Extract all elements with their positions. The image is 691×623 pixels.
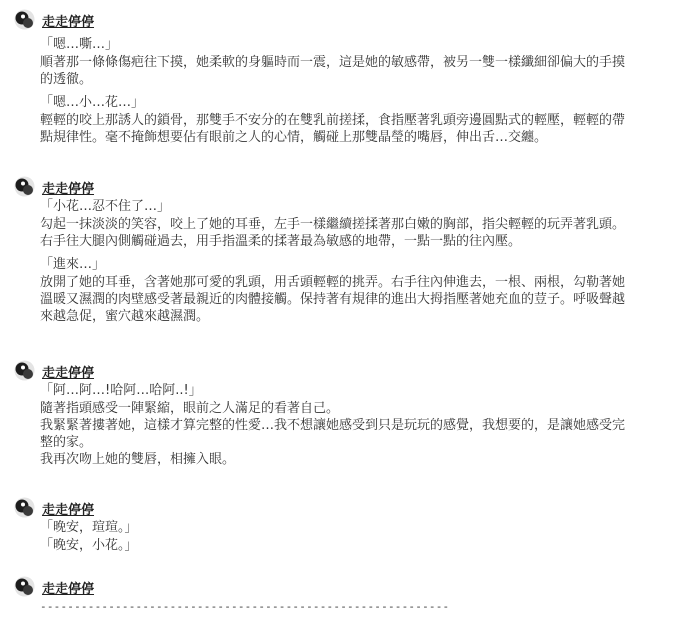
text-line: 「嗯…小…花…」	[40, 95, 145, 110]
text-line: 的透徹。	[40, 72, 93, 87]
text-line: 「嗯…嘶…」	[40, 37, 119, 52]
text-line: 順著那一條條傷疤往下摸，她柔軟的身軀時而一震，這是她的敏感帶，被另一雙一樣纖細卻偏大的手摸	[40, 55, 626, 70]
post	[0, 9, 691, 159]
post-body	[40, 382, 672, 474]
post	[0, 497, 691, 562]
text-line: 勾起一抹淡淡的笑容，咬上了她的耳垂，左手一樣繼續搓揉著那白嫩的胸部，指尖輕輕的玩弄著乳頭。	[40, 217, 626, 232]
author-link[interactable]: 走走停停	[42, 15, 95, 30]
text-line: 溫暖又濕潤的肉壁感受著最親近的肉體接觸。保持著有規律的進出大拇指壓著她充血的荳子。呼吸聲越	[40, 292, 626, 307]
post-body	[40, 598, 672, 615]
text-line: 「晚安，小花。」	[40, 538, 138, 553]
text-line: 點規律性。毫不掩飾想要佔有眼前之人的心情，觸碰上那雙晶瑩的嘴唇，伸出舌…交纏。	[40, 130, 548, 145]
text-line: 右手往大腿內側觸碰過去，用手指溫柔的揉著最為敏感的地帶，一點一點的往內壓。	[40, 234, 522, 249]
text-line: 隨著指頭感受一陣緊縮，眼前之人滿足的看著自己。	[40, 401, 340, 416]
user-avatar-icon[interactable]	[14, 176, 35, 197]
paragraph	[40, 94, 672, 146]
paragraph	[40, 256, 672, 325]
paragraph	[40, 36, 672, 88]
post	[0, 576, 691, 621]
user-avatar-icon[interactable]	[14, 9, 35, 30]
author-link[interactable]: 走走停停	[42, 366, 95, 381]
author-link[interactable]: 走走停停	[42, 582, 95, 597]
text-line: 「小花…忍不住了…」	[40, 199, 171, 214]
user-avatar-icon[interactable]	[14, 576, 35, 597]
text-line: 來越急促，蜜穴越來越濕潤。	[40, 309, 210, 324]
user-avatar-icon[interactable]	[14, 360, 35, 381]
paragraph	[40, 198, 672, 250]
post-body	[40, 198, 672, 331]
paragraph	[40, 382, 672, 468]
text-line: 我緊緊著摟著她，這樣才算完整的性愛…我不想讓她感受到只是玩玩的感覺，我想要的，是讓她感受完	[40, 418, 626, 433]
text-line: 放開了她的耳垂，含著她那可愛的乳頭，用舌頭輕輕的挑弄。右手往內伸進去，一根、兩根，勾勒著她	[40, 275, 626, 290]
text-line: 整的家。	[40, 435, 93, 450]
paragraph	[40, 519, 672, 554]
post-body	[40, 36, 672, 152]
user-avatar-icon[interactable]	[14, 497, 35, 518]
text-line: 我再次吻上她的雙唇，相擁入眼。	[40, 452, 236, 467]
text-line: 「阿…阿…!哈阿…哈阿..!」	[40, 383, 202, 398]
author-link[interactable]: 走走停停	[42, 503, 95, 518]
text-line: 輕輕的咬上那誘人的鎖骨，那雙手不安分的在雙乳前搓揉，食指壓著乳頭旁邊圓點式的輕壓，輕輕的帶	[40, 113, 626, 128]
post	[0, 176, 691, 346]
text-line: 「進來…」	[40, 257, 106, 272]
author-link[interactable]: 走走停停	[42, 182, 95, 197]
post-body	[40, 519, 672, 560]
text-line: 「晚安，瑄瑄。」	[40, 520, 138, 535]
post	[0, 360, 691, 480]
divider-line: ------------------------------------------------------------	[40, 600, 450, 613]
